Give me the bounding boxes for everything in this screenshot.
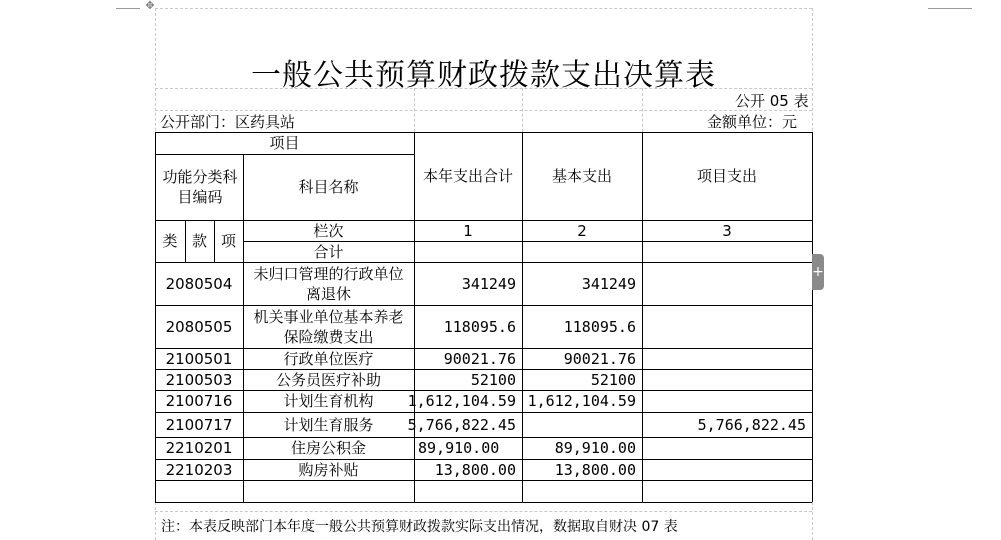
row-basic: 90021.76 [563,349,636,368]
row-project: 5,766,822.45 [697,415,806,434]
unit-label: 金额单位：元 [707,113,798,131]
header-subject-name: 科目名称 [298,178,359,196]
row-project [642,437,812,459]
page-corner-mark [928,8,972,9]
row-basic: 341249 [581,274,636,293]
cell-guide [155,511,812,512]
row-project [642,262,812,305]
row-project [642,348,812,369]
footnote: 注：本表反映部门本年度一般公共预算财政拨款实际支出情况，数据取自财决 07 表 [161,519,678,535]
cell-guide [642,88,643,132]
cell-guide [414,88,415,132]
header-func-code: 功能分类科目编码 [162,168,238,206]
row-basic: 52100 [590,370,636,389]
row-name: 计划生育服务 [283,415,374,434]
cell-guide [155,8,812,9]
row-project [642,305,812,348]
header-basic: 基本支出 [551,167,612,185]
row-name: 计划生育机构 [283,392,374,410]
row-code: 2080504 [165,274,233,293]
form-number: 公开 05 表 [735,92,809,110]
department-label: 公开部门：区药具站 [160,113,296,131]
row-total: 1,612,104.59 [407,392,516,410]
move-handle-icon[interactable]: ✥ [145,0,155,12]
page-title: 一般公共预算财政拨款支出决算表 [251,58,716,93]
row-total: 341249 [461,274,516,293]
row-code: 2100716 [165,392,233,410]
page-corner-mark [116,8,140,9]
row-code: 2210201 [165,439,233,457]
header-xiang: 项 [220,232,236,250]
row-name: 行政单位医疗 [283,349,374,368]
header-project: 项目 [269,134,300,152]
header-total: 本年支出合计 [422,167,513,185]
header-lanci: 栏次 [313,221,344,240]
total-row-label: 合计 [313,242,344,261]
row-code: 2100501 [165,349,233,368]
row-project [642,369,812,390]
row-name: 公务员医疗补助 [275,370,381,389]
row-code: 2080505 [165,317,233,336]
row-name: 机关事业单位基本养老保险缴费支出 [253,307,404,346]
row-basic: 89,910.00 [554,439,636,457]
row-project [642,390,812,412]
row-name: 住房公积金 [290,439,366,457]
row-name: 未归口管理的行政单位离退休 [253,264,404,303]
row-total: 118095.6 [443,317,516,336]
row-project [642,459,812,480]
row-total: 13,800.00 [434,460,516,479]
column-number-3: 3 [722,221,732,240]
row-total: 52100 [470,370,516,389]
row-total: 5,766,822.45 [407,415,516,434]
row-basic [522,412,642,437]
row-basic: 1,612,104.59 [527,392,636,410]
row-basic: 13,800.00 [554,460,636,479]
row-code: 2100503 [165,370,233,389]
row-basic: 118095.6 [563,317,636,336]
header-project-expense: 项目支出 [696,167,757,185]
row-code: 2100717 [165,415,233,434]
column-number-2: 2 [577,221,587,240]
cell-guide [522,88,523,132]
row-code: 2210203 [165,460,233,479]
row-name: 购房补贴 [298,460,359,479]
row-total: 90021.76 [443,349,516,368]
header-lei: 类 [162,232,178,250]
add-column-button[interactable]: + [812,254,824,290]
column-number-1: 1 [463,221,473,240]
header-kuan: 款 [191,232,207,250]
row-total: 89,910.00 [418,439,500,457]
